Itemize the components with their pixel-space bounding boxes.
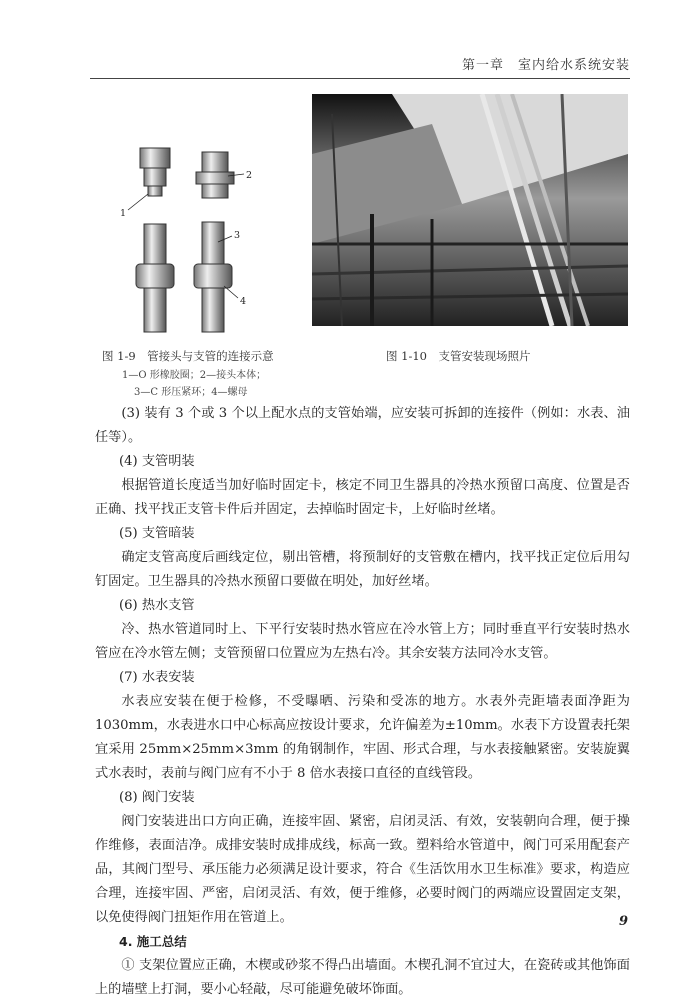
- section-heading: 4. 施工总结: [119, 934, 187, 949]
- page-number: 9: [618, 914, 628, 929]
- legend-line-2: 3—C 形压紧环；4—螺母: [134, 387, 248, 398]
- running-header: 第一章 室内给水系统安装: [461, 58, 630, 73]
- callout-2: 2: [246, 170, 253, 181]
- heading-7: (7) 水表安装: [119, 670, 195, 685]
- heading-4: (4) 支管明装: [119, 454, 195, 469]
- body-text: [95, 402, 630, 1002]
- callout-4: 4: [240, 296, 247, 307]
- pipe-installation-photo: [312, 94, 628, 326]
- paragraph-7: 水表应安装在便于检修，不受曝晒、污染和受冻的地方。水表外壳距墙表面净距为 1030mm，水表进水口中心标高应按设计要求，允许偏差为±10mm。水表下方设置表托架宜采用 25mm×25mm×3mm 的角钢制作，牢固、形式合理，与水表接触紧密。安装旋翼式水表时，表前与阀门应有不小于 8 倍水表接口直径的直线管段。: [95, 694, 630, 781]
- header-rule: [90, 78, 630, 79]
- figure-1-9-legend: [122, 367, 266, 401]
- paragraph-8: 阀门安装进出口方向正确，连接牢固、紧密，启闭灵活、有效，安装朝向合理，便于操作维修，表面洁净。成排安装时成排成线，标高一致。塑料给水管道中，阀门可采用配套产品，其阀门型号、承压能力必须满足设计要求，符合《生活饮用水卫生标准》要求，构造应合理，连接牢固、严密，启闭灵活、有效，便于维修，必要时阀门的两端应设置固定支架，以免使得阀门扭矩作用在管道上。: [95, 814, 630, 925]
- figure-1-10-caption: 图 1-10 支管安装现场照片: [386, 349, 531, 363]
- callout-3: 3: [234, 230, 241, 241]
- paragraph-6: 冷、热水管道同时上、下平行安装时热水管应在冷水管上方；同时垂直平行安装时热水管应在冷水管左侧；支管预留口位置应为左热右冷。其余安装方法同冷水支管。: [95, 622, 630, 661]
- figure-1-9-caption: 图 1-9 管接头与支管的连接示意: [102, 349, 274, 363]
- paragraph-4: 根据管道长度适当加好临时固定卡，核定不同卫生器具的冷热水预留口高度、位置是否正确、找平找正支管卡件后并固定，去掉临时固定卡，上好临时丝堵。: [95, 478, 630, 517]
- heading-8: (8) 阀门安装: [119, 790, 195, 805]
- legend-line-1: 1—O 形橡胶圈；2—接头本体；: [122, 370, 267, 381]
- summary-item-1: ① 支架位置应正确，木楔或砂浆不得凸出墙面。木楔孔洞不宜过大，在瓷砖或其他饰面上的墙壁上打洞，要小心轻敲，尽可能避免破坏饰面。: [95, 958, 630, 997]
- callout-1: 1: [120, 208, 127, 219]
- fitting-diagram: [120, 138, 260, 338]
- paragraph-3: (3) 装有 3 个或 3 个以上配水点的支管始端，应安装可拆卸的连接件（例如：水表、油任等）。: [95, 406, 630, 445]
- heading-5: (5) 支管暗装: [119, 526, 195, 541]
- paragraph-5: 确定支管高度后画线定位，剔出管槽，将预制好的支管敷在槽内，找平找正定位后用勾钉固定。卫生器具的冷热水预留口要做在明处，加好丝堵。: [95, 550, 630, 589]
- heading-6: (6) 热水支管: [119, 598, 195, 613]
